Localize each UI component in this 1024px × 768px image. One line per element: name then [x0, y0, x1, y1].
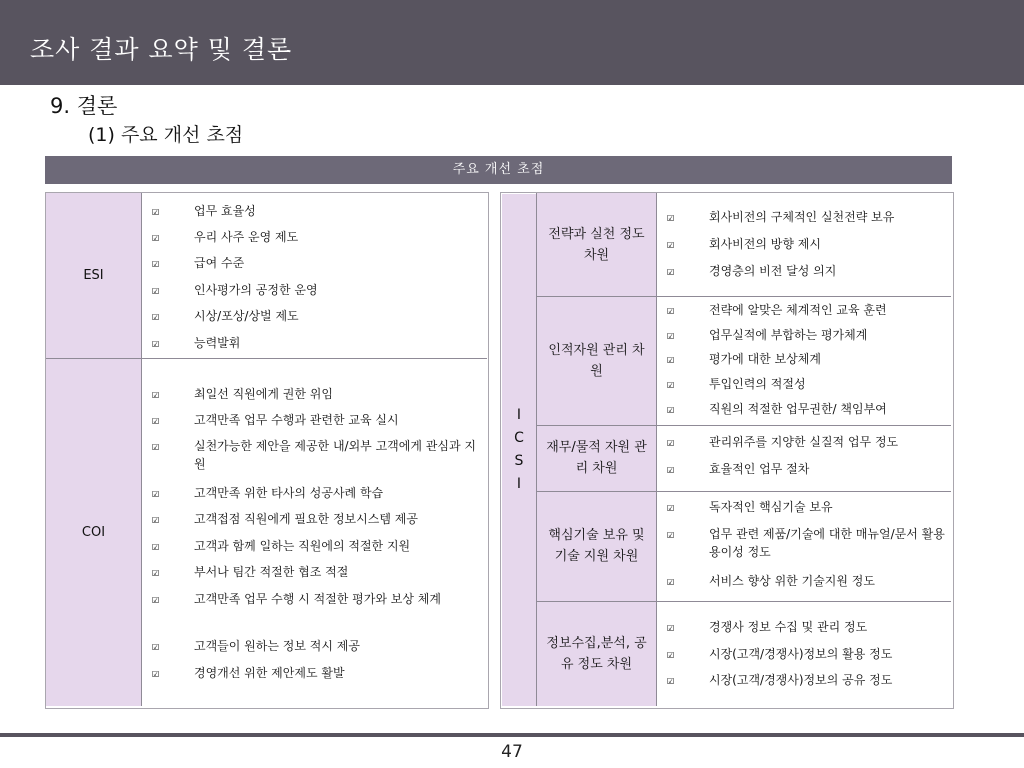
checkbox-icon: ☑: [152, 666, 160, 680]
checkbox-icon: ☑: [152, 387, 160, 401]
checklist-item-text: 서비스 향상 위한 기술지원 정도: [709, 574, 875, 588]
checkbox-icon: ☑: [152, 230, 160, 244]
checkbox-icon: ☑: [667, 673, 675, 687]
checklist-item: [667, 326, 947, 344]
category-label: 재무/물적 자원 관리 차원: [546, 440, 647, 476]
checklist-item-text: 고객들이 원하는 정보 적시 제공: [194, 639, 360, 653]
checklist-item-text: 시상/포상/상벌 제도: [194, 309, 299, 323]
checklist-item-text: 우리 사주 운영 제도: [194, 230, 299, 244]
checklist-item: [667, 645, 947, 663]
checklist-item: [667, 618, 947, 636]
checklist-item-text: 고객만족 위한 타사의 성공사례 학습: [194, 486, 384, 500]
esi-label: ESI: [83, 268, 104, 283]
checklist-item-text: 업무 관련 제품/기술에 대한 매뉴얼/문서 활용 용이성 정도: [709, 527, 945, 559]
icsi-letter: I: [516, 407, 522, 423]
checklist-item-text: 전략에 알맞은 체계적인 교육 훈련: [709, 303, 887, 317]
checklist-item: [152, 637, 480, 655]
checklist-item-text: 최일선 직원에게 권한 위임: [194, 387, 333, 401]
category-label: 전략과 실천 정도 차원: [548, 226, 645, 263]
esi-label-cell: [46, 193, 142, 358]
checkbox-icon: ☑: [152, 639, 160, 653]
checklist-item-text: 고객만족 업무 수행과 관련한 교육 실시: [194, 413, 399, 427]
checklist-item-text: 경영개선 위한 제안제도 활발: [194, 666, 345, 680]
checkbox-icon: ☑: [152, 309, 160, 323]
page-number: 47: [501, 742, 523, 762]
checklist-item-text: 부서나 팀간 적절한 협조 적절: [194, 565, 349, 579]
checklist-item-text: 시장(고객/경쟁사)정보의 활용 정도: [709, 647, 893, 661]
group-divider: [537, 296, 951, 297]
checklist-item-text: 회사비전의 방향 제시: [709, 237, 821, 251]
checklist-item: [152, 281, 482, 299]
checkbox-icon: ☑: [152, 486, 160, 500]
checklist-item: [667, 460, 947, 478]
section-heading: 9. 결론: [50, 94, 118, 118]
left-row-divider: [46, 358, 487, 359]
coi-label: COI: [81, 525, 106, 540]
checklist-item-text: 실천가능한 제안을 제공한 내/외부 고객에게 관심과 지원: [194, 439, 476, 471]
checkbox-icon: ☑: [667, 574, 675, 588]
checklist-item-text: 경영층의 비전 달성 의지: [709, 264, 837, 278]
checklist-item-text: 고객만족 업무 수행 시 적절한 평가와 보상 체계: [194, 592, 441, 606]
checkbox-icon: ☑: [667, 435, 675, 449]
checkbox-icon: ☑: [667, 462, 675, 476]
checklist-item: [667, 525, 947, 561]
checklist-item: [667, 572, 947, 590]
checkbox-icon: ☑: [152, 283, 160, 297]
category-label-cell: [537, 601, 656, 706]
checkbox-icon: ☑: [152, 336, 160, 350]
table-banner: 주요 개선 초점: [45, 156, 952, 184]
checklist-item: [667, 262, 947, 280]
checklist-item: [667, 400, 947, 418]
icsi-letter: S: [514, 453, 524, 469]
coi-label-cell: [46, 359, 142, 706]
checklist-item: [667, 498, 947, 516]
category-label-cell: [537, 296, 656, 425]
checkbox-icon: ☑: [152, 204, 160, 218]
checklist-item-text: 고객과 함께 일하는 직원에의 적절한 지원: [194, 539, 411, 553]
checklist-item-text: 업무 효율성: [194, 204, 256, 218]
checklist-item-text: 투입인력의 적절성: [709, 377, 806, 391]
checklist-item: [667, 350, 947, 368]
category-label-cell: [537, 425, 656, 491]
checkbox-icon: ☑: [152, 565, 160, 579]
checklist-item-text: 경쟁사 정보 수집 및 관리 정도: [709, 620, 868, 634]
group-divider: [537, 491, 951, 492]
icsi-letter: I: [516, 476, 522, 492]
checkbox-icon: ☑: [667, 210, 675, 224]
category-label: 정보수집,분석, 공유 정도 차원: [546, 635, 647, 672]
checklist-item: [152, 254, 482, 272]
checklist-item: [667, 671, 947, 689]
checkbox-icon: ☑: [152, 512, 160, 526]
checklist-item: [152, 202, 482, 220]
checklist-item-text: 회사비전의 구체적인 실천전략 보유: [709, 210, 895, 224]
checklist-item: [667, 301, 947, 319]
checklist-item: [152, 411, 480, 429]
checklist-item-text: 독자적인 핵심기술 보유: [709, 500, 833, 514]
title-bar: [0, 0, 1024, 85]
category-label: 핵심기술 보유 및 기술 지원 차원: [548, 528, 645, 564]
checklist-item-text: 효율적인 업무 절차: [709, 462, 810, 476]
group-divider: [537, 601, 951, 602]
checkbox-icon: ☑: [667, 647, 675, 661]
checklist-item-text: 직원의 적절한 업무권한/ 책임부여: [709, 402, 887, 416]
category-label: 인적자원 관리 차원: [548, 342, 645, 379]
checklist-item-text: 능력발휘: [194, 336, 241, 350]
icsi-letter: C: [514, 430, 524, 446]
checkbox-icon: ☑: [152, 413, 160, 427]
checklist-item: [667, 235, 947, 253]
footer-rule: [0, 733, 1024, 737]
checkbox-icon: ☑: [152, 539, 160, 553]
checkbox-icon: ☑: [152, 592, 160, 606]
checkbox-icon: ☑: [667, 328, 675, 342]
checkbox-icon: ☑: [667, 237, 675, 251]
checklist-item: [152, 537, 480, 555]
checklist-item: [152, 334, 482, 352]
checklist-item: [152, 385, 480, 403]
checklist-item-text: 평가에 대한 보상체계: [709, 352, 821, 366]
checkbox-icon: ☑: [667, 352, 675, 366]
checkbox-icon: ☑: [152, 256, 160, 270]
category-label-cell: [537, 491, 656, 601]
checklist-item: [152, 664, 480, 682]
checkbox-icon: ☑: [667, 620, 675, 634]
checklist-item: [152, 437, 480, 473]
slide-title: 조사 결과 요약 및 결론: [30, 35, 293, 64]
checkbox-icon: ☑: [667, 527, 675, 541]
checkbox-icon: ☑: [667, 500, 675, 514]
checklist-item-text: 인사평가의 공정한 운영: [194, 283, 318, 297]
checklist-item: [152, 590, 480, 626]
checklist-item-text: 급여 수준: [194, 256, 245, 270]
checkbox-icon: ☑: [667, 264, 675, 278]
checkbox-icon: ☑: [667, 377, 675, 391]
checklist-item: [152, 228, 482, 246]
checklist-item-text: 고객접점 직원에게 필요한 정보시스템 제공: [194, 512, 418, 526]
checklist-item-text: 시장(고객/경쟁사)정보의 공유 정도: [709, 673, 893, 687]
checklist-item: [152, 484, 480, 502]
icsi-label-cell: [502, 194, 536, 706]
section-subheading: (1) 주요 개선 초점: [88, 124, 244, 146]
checklist-item: [667, 208, 947, 226]
group-divider: [537, 425, 951, 426]
checklist-item: [152, 563, 480, 581]
checkbox-icon: ☑: [152, 439, 160, 453]
checklist-item: [667, 433, 947, 451]
checklist-item: [152, 510, 480, 528]
checkbox-icon: ☑: [667, 402, 675, 416]
checklist-item-text: 관리위주를 지양한 실질적 업무 정도: [709, 435, 899, 449]
checklist-item-text: 업무실적에 부합하는 평가체계: [709, 328, 868, 342]
checklist-item: [667, 375, 947, 393]
checkbox-icon: ☑: [667, 303, 675, 317]
category-divider: [656, 193, 657, 706]
checklist-item: [152, 307, 482, 325]
category-label-cell: [537, 193, 656, 296]
